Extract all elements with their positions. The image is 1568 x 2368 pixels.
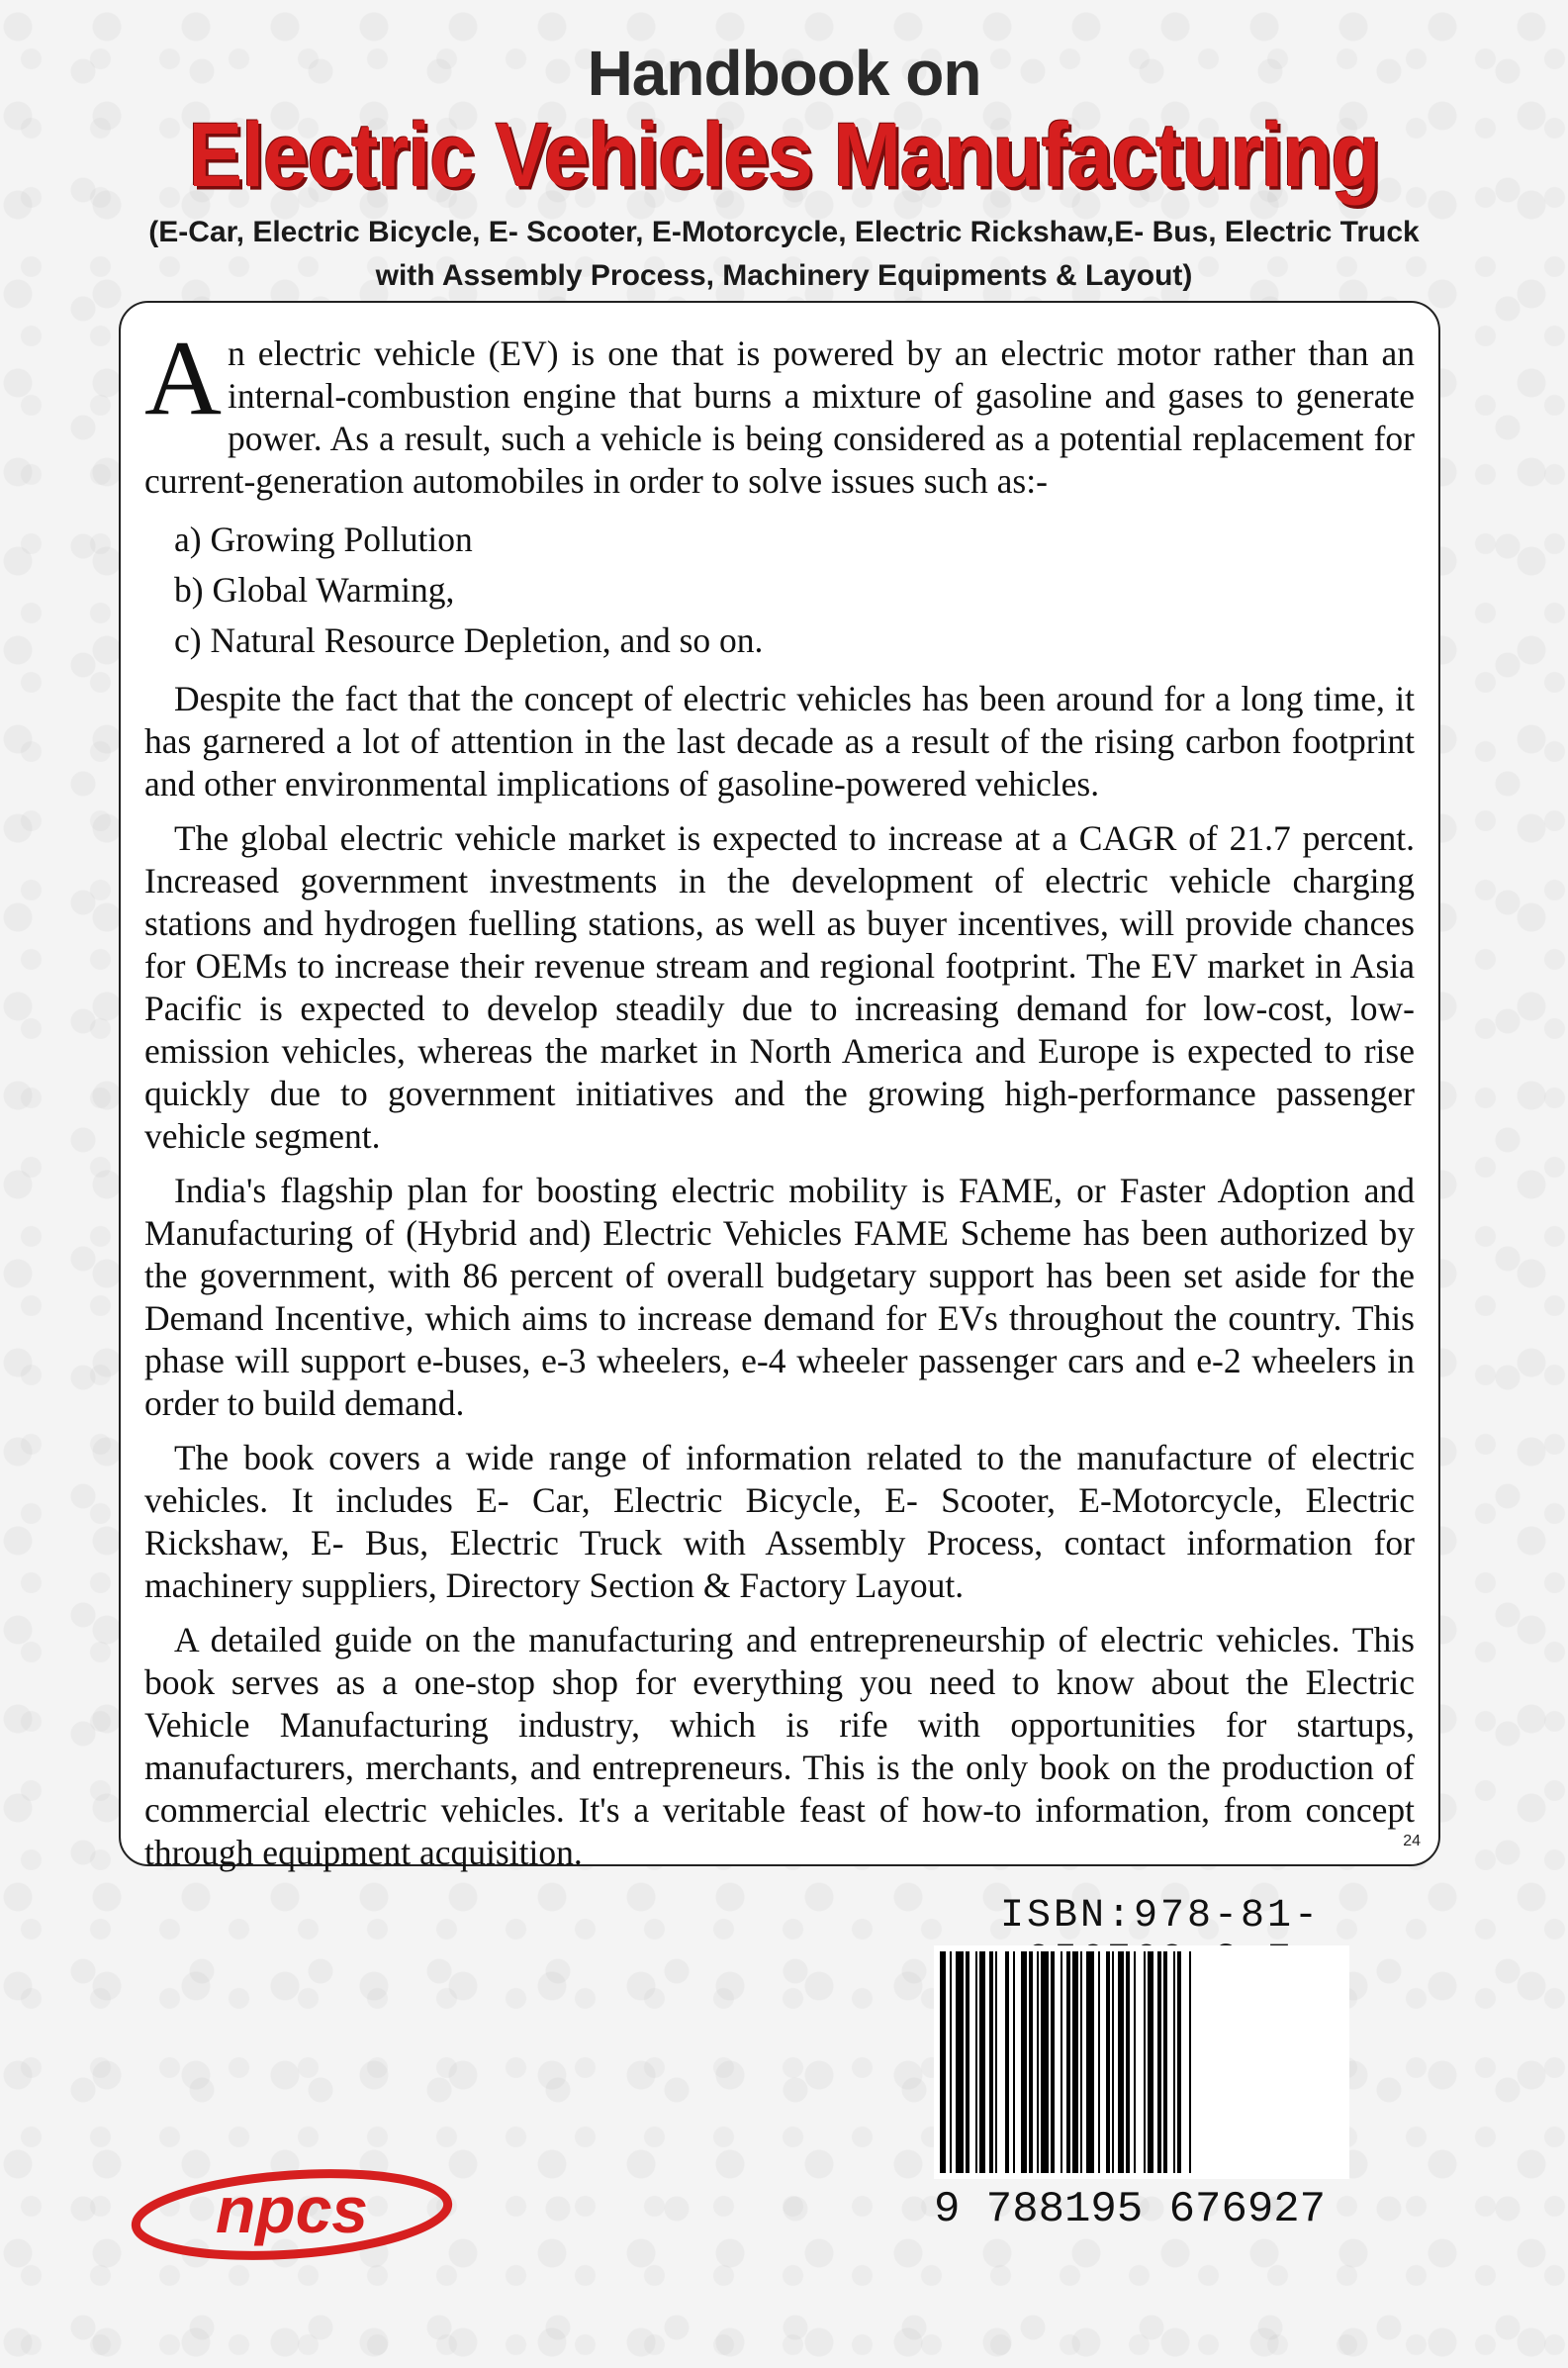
barcode-graphic xyxy=(934,1945,1349,2179)
paragraph-fame: India's flagship plan for boosting electric mobility is FAME, or Faster Adoption and Manufacturing of (Hybrid and) Electric Vehicles FAME Scheme has been authorized by the government, with 86 percent of overall budgetary support has been set aside for the Demand Incentive, which aims to increase demand for EVs throughout the country. This phase will support e-buses, e-3 wheelers, e-4 wheeler passenger cars and e-2 wheelers in order to build demand. xyxy=(144,1171,1415,1423)
barcode-bar xyxy=(1013,1951,1015,2173)
subtitle xyxy=(0,206,1568,303)
barcode-bar xyxy=(989,1951,993,2173)
barcode-bar xyxy=(1134,1951,1136,2173)
drop-cap: A xyxy=(144,320,222,437)
barcode-bar xyxy=(1098,1951,1100,2173)
paragraph-guide: A detailed guide on the manufacturing and entrepreneurship of electric vehicles. This book serves as a one-stop shop for everything you need to know about the Electric Vehicle Manufacturing industry, which is rife with opportunities for startups, manufacturers, merchants, and entrepreneurs. This is the only book on the production of commercial electric vehicles. It's a veritable feast of how-to information, from concept through equipment acquisition. xyxy=(144,1620,1415,1872)
barcode-bar xyxy=(1066,1951,1070,2173)
barcode-digits: 9 788195 676927 xyxy=(934,2185,1327,2234)
barcode-bar xyxy=(1005,1951,1009,2173)
npcs-logo xyxy=(129,2165,455,2264)
barcode-bar xyxy=(1148,1951,1153,2173)
list-item: b) Global Warming, xyxy=(174,570,455,610)
list-item: c) Natural Resource Depletion, and so on. xyxy=(174,620,764,660)
barcode-bar xyxy=(1173,1951,1175,2173)
list-item: a) Growing Pollution xyxy=(174,520,473,559)
barcode-bar xyxy=(1157,1951,1161,2173)
paragraph-book-coverage: The book covers a wide range of information related to the manufacture of electric vehicles. It includes E- Car, Electric Bicycle, E- Scooter, E-Motorcycle, Electric Rickshaw, E- Bus, Electric Truck with Assembly Process, contact information for machinery suppliers, Directory Section & Factory Layout. xyxy=(144,1438,1415,1605)
barcode-bar xyxy=(1029,1951,1033,2173)
main-title: Electric Vehicles Manufacturing xyxy=(188,105,1380,207)
barcode-bar xyxy=(1163,1951,1167,2173)
barcode-bar xyxy=(1072,1951,1078,2173)
barcode-bar xyxy=(1037,1951,1039,2173)
barcode-bar xyxy=(1021,1951,1027,2173)
subtitle-line-2: with Assembly Process, Machinery Equipments & Layout) xyxy=(375,259,1193,292)
barcode-bar xyxy=(956,1951,964,2173)
barcode-bar xyxy=(1106,1951,1110,2173)
barcode-bar xyxy=(1051,1951,1055,2173)
barcode-bar xyxy=(1041,1951,1049,2173)
barcode-bar xyxy=(950,1951,952,2173)
barcode-bar xyxy=(979,1951,985,2173)
handbook-label: Handbook on xyxy=(587,38,981,109)
page-number: 24 xyxy=(1403,1833,1421,1849)
paragraph-market: The global electric vehicle market is expected to increase at a CAGR of 21.7 percent. Increased government investments in the development of electric vehicle charging stations and hydrogen fuelling stations, as well as buyer incentives, will provide chances for OEMs to increase their revenue stream and regional footprint. The EV market in Asia Pacific is expected to develop steadily due to increasing demand for low-cost, low-emission vehicles, whereas the market in North America and Europe is expected to rise quickly due to government initiatives and the growing high-performance passenger vehicle segment. xyxy=(144,818,1415,1156)
barcode-bar xyxy=(1144,1951,1146,2173)
description-box xyxy=(119,301,1440,1872)
issues-list xyxy=(144,515,1415,666)
intro-text: n electric vehicle (EV) is one that is powered by an electric motor rather than an internal-combustion engine that burns a mixture of gasoline and gases to generate power. As a result, such a vehicle is being considered as a potential replacement for current-generation automobiles in order to solve issues such as:- xyxy=(144,333,1415,501)
barcode-bar xyxy=(1118,1951,1124,2173)
subtitle-line-1: (E-Car, Electric Bicycle, E- Scooter, E-Motorcycle, Electric Rickshaw,E- Bus, Electric Truck xyxy=(148,216,1420,248)
cover-title-block xyxy=(0,36,1568,303)
barcode-bar xyxy=(1126,1951,1130,2173)
barcode-bar xyxy=(1061,1951,1062,2173)
barcode-bar xyxy=(1189,1951,1191,2173)
barcode-bar xyxy=(1086,1951,1094,2173)
paragraph-history: Despite the fact that the concept of electric vehicles has been around for a long time, it has garnered a lot of attention in the last decade as a result of the rising carbon footprint and other environmental implications of gasoline-powered vehicles. xyxy=(144,679,1415,804)
barcode-bar xyxy=(995,1951,997,2173)
barcode-bar xyxy=(1177,1951,1181,2173)
intro-paragraph xyxy=(144,320,1415,503)
isbn-label: ISBN:978-81- xyxy=(999,1894,1322,1939)
barcode-bar xyxy=(975,1951,977,2173)
npcs-logo-text: npcs xyxy=(215,2173,369,2246)
barcode-bar xyxy=(966,1951,969,2173)
barcode-bar xyxy=(1112,1951,1114,2173)
barcode-bar xyxy=(1080,1951,1082,2173)
barcode-bar xyxy=(940,1951,946,2173)
